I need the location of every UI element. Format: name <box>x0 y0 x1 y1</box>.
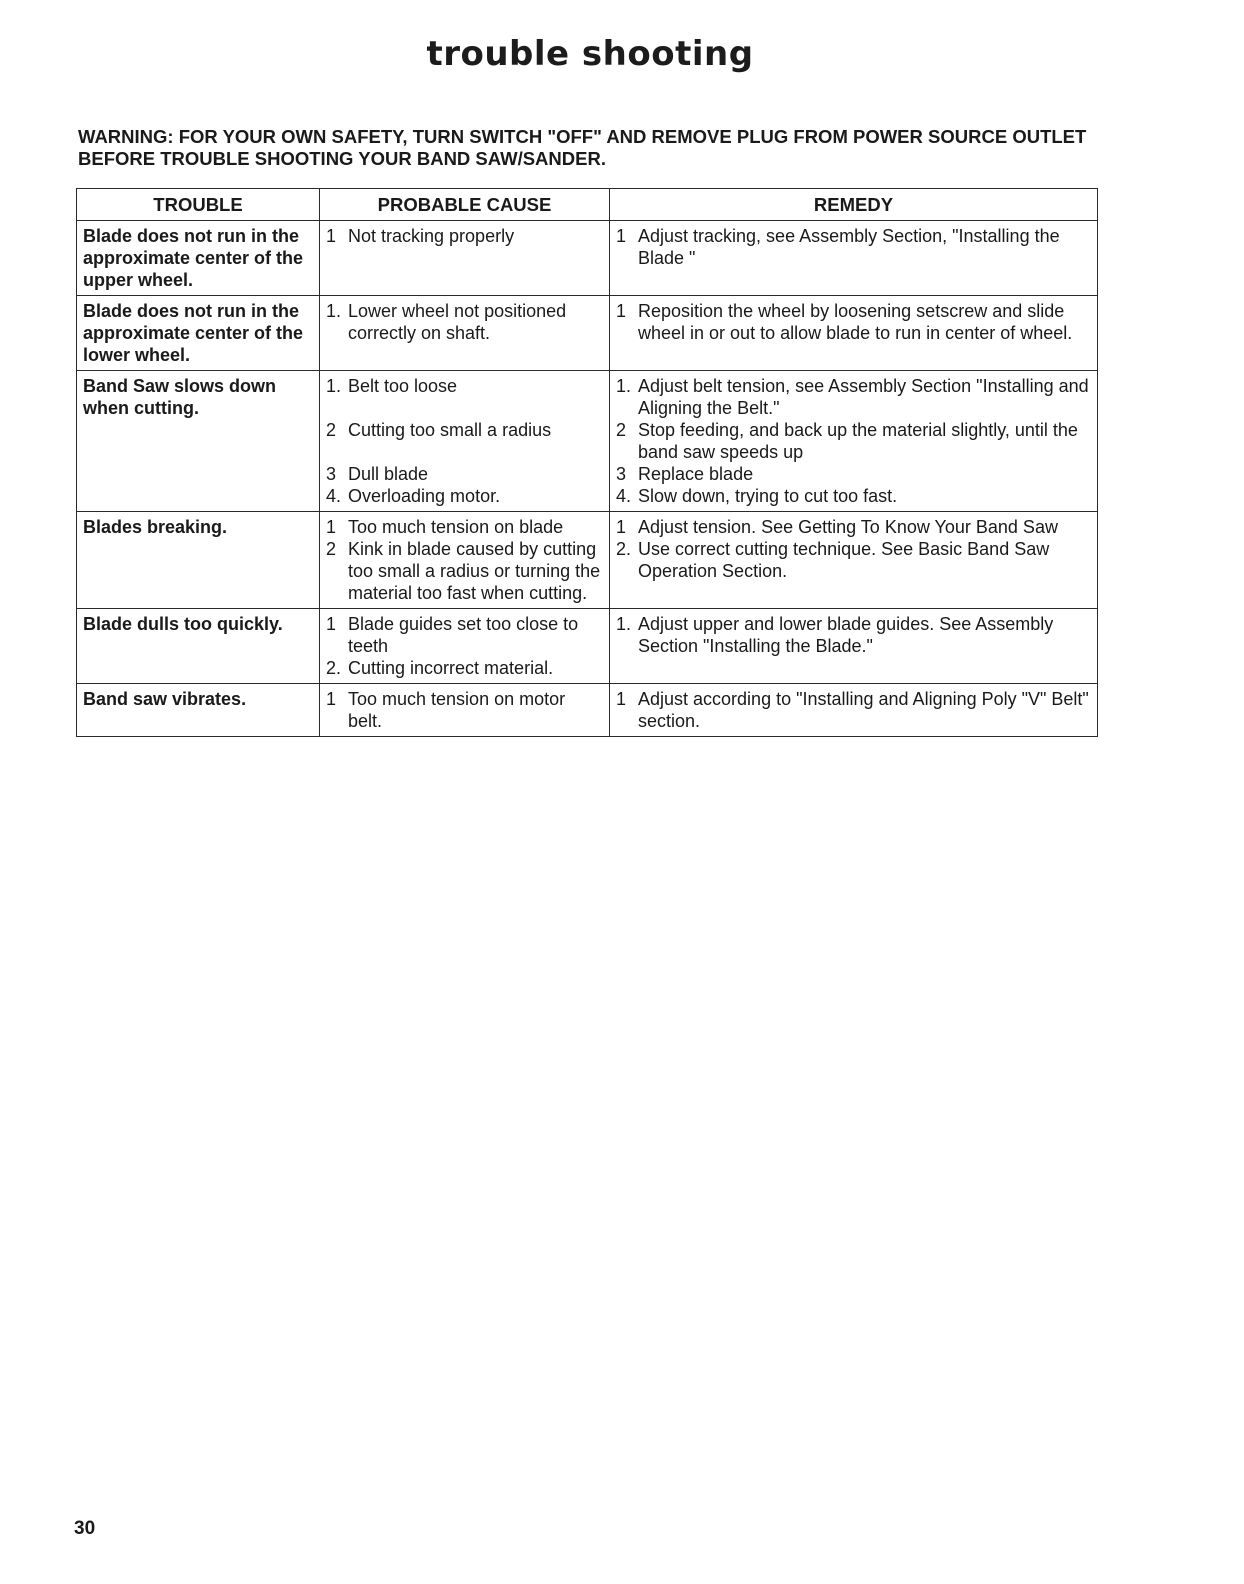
cause-item <box>326 463 604 485</box>
remedy-item <box>616 538 1092 582</box>
item-number: 1. <box>616 376 632 396</box>
page-number: 30 <box>74 1518 96 1539</box>
remedy-cell <box>610 684 1098 737</box>
item-number: 3 <box>616 464 627 484</box>
cause-item <box>326 485 604 507</box>
item-text: Adjust tension. See Getting To Know Your Band Saw <box>638 517 1058 537</box>
cause-cell <box>320 296 610 371</box>
item-number: 3 <box>326 464 337 484</box>
item-text: Belt too loose <box>348 376 458 396</box>
cause-cell <box>320 221 610 296</box>
table-row <box>77 512 1098 609</box>
item-text: Reposition the wheel by loosening setscrew and slide wheel in or out to allow blade to run in center of wheel. <box>638 301 1073 343</box>
item-number: 1 <box>616 689 627 709</box>
item-text: Too much tension on motor belt. <box>348 689 566 731</box>
cause-cell <box>320 684 610 737</box>
remedy-cell <box>610 221 1098 296</box>
item-number: 2 <box>326 539 337 559</box>
item-number: 1 <box>616 301 627 321</box>
cause-item <box>326 516 604 538</box>
item-number: 1. <box>616 614 632 634</box>
item-number: 2 <box>326 420 337 440</box>
trouble-shooting-table <box>76 188 1098 737</box>
remedy-item <box>616 419 1092 463</box>
item-number: 4. <box>616 486 632 506</box>
cause-item <box>326 538 604 604</box>
item-number: 2. <box>616 539 632 559</box>
cause-item <box>326 300 604 344</box>
trouble-cell: Blade dulls too quickly. <box>77 609 320 684</box>
remedy-item <box>616 688 1092 732</box>
item-number: 1 <box>616 517 627 537</box>
remedy-item <box>616 300 1092 344</box>
item-text: Adjust upper and lower blade guides. See Assembly Section "Installing the Blade." <box>638 614 1054 656</box>
cause-cell <box>320 371 610 512</box>
trouble-cell: Blade does not run in the approximate center of the upper wheel. <box>77 221 320 296</box>
item-text: Stop feeding, and back up the material slightly, until the band saw speeds up <box>638 420 1078 462</box>
item-text: Too much tension on blade <box>348 517 564 537</box>
page-title: trouble shooting <box>426 34 754 74</box>
cause-cell <box>320 512 610 609</box>
header-remedy: REMEDY <box>610 189 1098 221</box>
cause-item <box>326 688 604 732</box>
item-text: Adjust according to "Installing and Aligning Poly "V" Belt" section. <box>638 689 1089 731</box>
item-text: Adjust belt tension, see Assembly Section "Installing and Aligning the Belt." <box>638 376 1089 418</box>
item-text: Slow down, trying to cut too fast. <box>638 486 898 506</box>
item-text: Dull blade <box>348 464 429 484</box>
remedy-item <box>616 516 1092 538</box>
remedy-cell <box>610 371 1098 512</box>
table-row <box>77 609 1098 684</box>
trouble-cell: Band saw vibrates. <box>77 684 320 737</box>
remedy-item <box>616 375 1092 419</box>
cause-item <box>326 613 604 657</box>
cause-cell <box>320 609 610 684</box>
remedy-item <box>616 225 1092 269</box>
item-number: 1 <box>326 226 337 246</box>
table-row <box>77 371 1098 512</box>
item-text: Blade guides set too close to teeth <box>348 614 579 656</box>
trouble-cell: Blade does not run in the approximate center of the lower wheel. <box>77 296 320 371</box>
cause-item <box>326 375 604 397</box>
item-text: Replace blade <box>638 464 754 484</box>
item-number: 1 <box>616 226 627 246</box>
item-text: Use correct cutting technique. See Basic Band Saw Operation Section. <box>638 539 1050 581</box>
cause-item <box>326 419 604 441</box>
item-text: Cutting incorrect material. <box>348 658 554 678</box>
item-text: Lower wheel not positioned correctly on shaft. <box>348 301 567 343</box>
trouble-cell: Blades breaking. <box>77 512 320 609</box>
remedy-item <box>616 463 1092 485</box>
table-row <box>77 296 1098 371</box>
item-text: Not tracking properly <box>348 226 515 246</box>
item-number: 1 <box>326 614 337 634</box>
spacer <box>326 397 604 419</box>
header-probable-cause: PROBABLE CAUSE <box>320 189 610 221</box>
spacer <box>326 441 604 463</box>
remedy-cell <box>610 296 1098 371</box>
table-row <box>77 221 1098 296</box>
item-number: 4. <box>326 486 342 506</box>
trouble-cell: Band Saw slows down when cutting. <box>77 371 320 512</box>
remedy-cell <box>610 609 1098 684</box>
table-row <box>77 684 1098 737</box>
cause-item <box>326 657 604 679</box>
remedy-item <box>616 613 1092 657</box>
item-text: Adjust tracking, see Assembly Section, "Installing the Blade " <box>638 226 1060 268</box>
item-text: Overloading motor. <box>348 486 501 506</box>
item-number: 1 <box>326 517 337 537</box>
remedy-cell <box>610 512 1098 609</box>
item-text: Kink in blade caused by cutting too small a radius or turning the material too fast when cutting. <box>348 539 601 603</box>
item-number: 2. <box>326 658 342 678</box>
item-number: 1. <box>326 301 342 321</box>
table-header-row <box>77 189 1098 221</box>
item-number: 2 <box>616 420 627 440</box>
item-text: Cutting too small a radius <box>348 420 552 440</box>
cause-item <box>326 225 604 247</box>
remedy-item <box>616 485 1092 507</box>
header-trouble: TROUBLE <box>77 189 320 221</box>
safety-warning: WARNING: FOR YOUR OWN SAFETY, TURN SWITCH "OFF" AND REMOVE PLUG FROM POWER SOURCE OUTLET BEFORE TROUBLE SHOOTING YOUR BAND SAW/SANDER. <box>78 126 1087 169</box>
item-number: 1. <box>326 376 342 396</box>
item-number: 1 <box>326 689 337 709</box>
